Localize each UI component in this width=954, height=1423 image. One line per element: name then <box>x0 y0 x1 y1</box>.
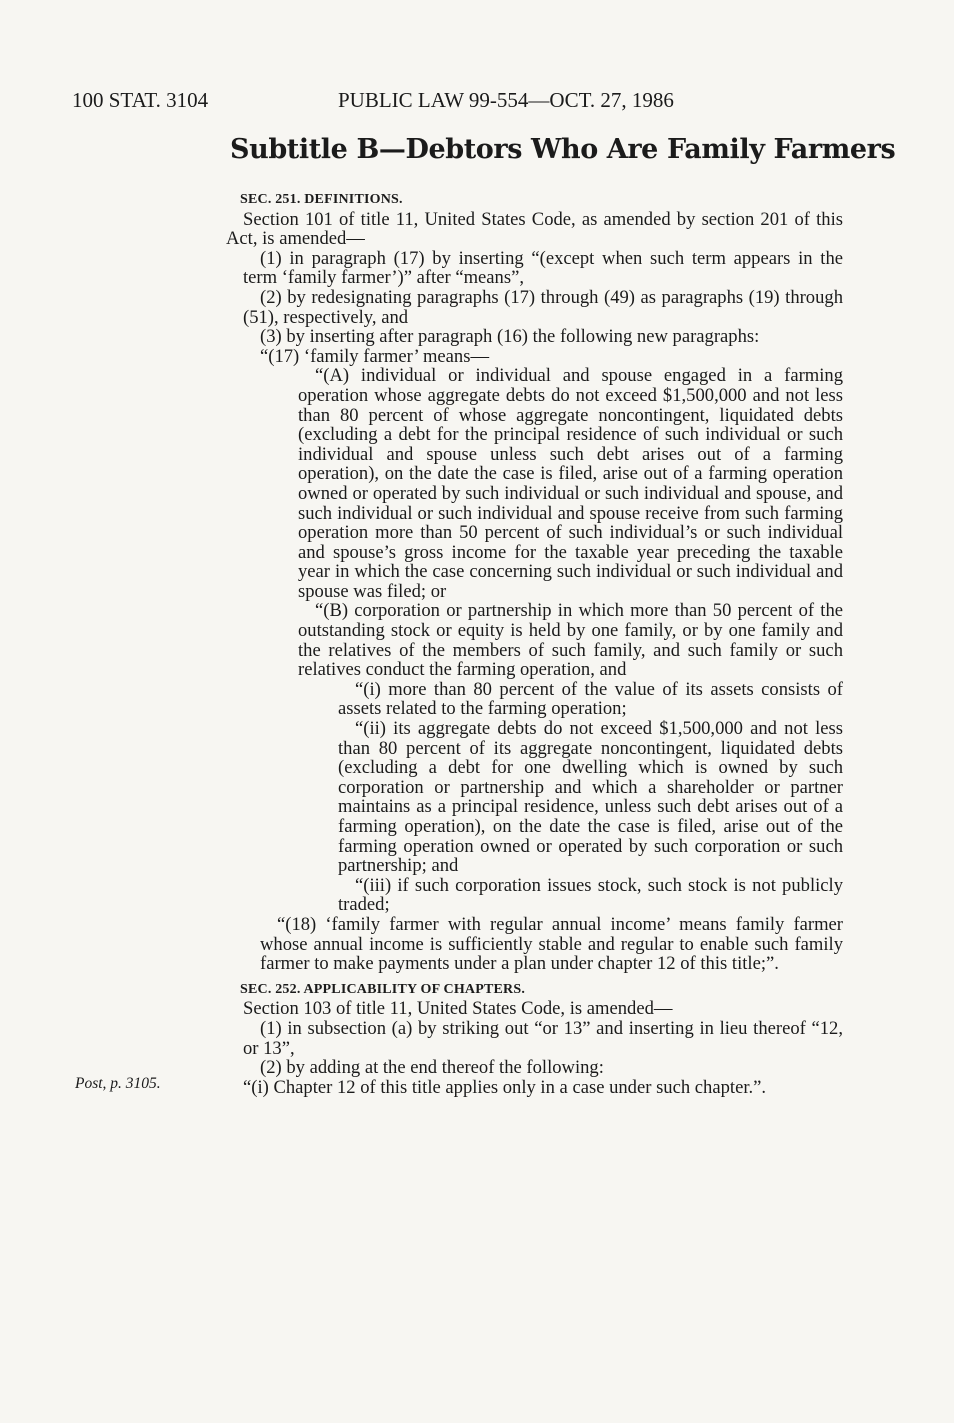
section-252-intro: Section 103 of title 11, United States Code, is amended— <box>243 998 673 1020</box>
body-text <box>226 190 843 1098</box>
paragraph-17-A: “(A) individual or individual and spouse engaged in a farming operation whose aggregate debts do not exceed $1,500,000 and not less than 80 percent of whose aggregate noncontingent, liquidated debts (excluding a debt for the principal residence of such individual or such individual and spouse unless such debt arises out of a farming operation), on the date the case is filed, arise out of a farming operation owned or operated by such individual or such individual and spouse, and such individual or such individual and spouse receive from such farming operation more than 50 percent of such individual’s or such individual and spouse’s gross income for the taxable year preceding the taxable year in which the case concerning such individual or such individual and spouse was filed; or <box>298 365 843 602</box>
section-251-heading: SEC. 251. DEFINITIONS. <box>240 192 403 207</box>
margin-note <box>75 1075 161 1093</box>
section-252-item-2: (2) by adding at the end thereof the following: <box>260 1057 604 1079</box>
section-252-quote: “(i) Chapter 12 of this title applies only in a case under such chapter.”. <box>243 1076 767 1098</box>
paragraph-17-B: “(B) corporation or partnership in which more than 50 percent of the outstanding stock or equity is held by one family, or by one family and the relatives of the members of such family, and such family or such relatives conduct the farming operation, and <box>298 600 843 681</box>
margin-note-text: Post, p. 3105. <box>75 1075 161 1092</box>
paragraph-18: “(18) ‘family farmer with regular annual income’ means family farmer whose annual income is sufficiently stable and regular to enable such family farmer to make payments under a plan under chapter 12 of this title;”. <box>260 913 843 975</box>
stat-page-number: 100 STAT. 3104 <box>72 88 209 112</box>
law-and-date: PUBLIC LAW 99-554—OCT. 27, 1986 <box>338 88 674 112</box>
paragraph-17-B-i: “(i) more than 80 percent of the value of its assets consists of assets related to the farming operation; <box>338 678 843 720</box>
section-252-heading: SEC. 252. APPLICABILITY OF CHAPTERS. <box>240 981 526 997</box>
paragraph-17-B-iii: “(iii) if such corporation issues stock, such stock is not publicly traded; <box>338 874 843 916</box>
section-251-item-3: (3) by inserting after paragraph (16) the following new paragraphs: <box>260 326 760 348</box>
section-251-intro: Section 101 of title 11, United States Code, as amended by section 201 of this Act, is amended— <box>226 208 843 250</box>
paragraph-17-B-ii: “(ii) its aggregate debts do not exceed $1,500,000 and not less than 80 percent of its aggregate noncontingent, liquidated debts (excluding a debt for one dwelling which is owned by such corporation or partnership and which a shareholder or partner maintains as a principal residence, unless such debt arises out of a farming operation), on the date the case is filed, arise out of the farming operation owned or operated by such corporation or such partnership; and <box>338 718 843 877</box>
section-252-item-1: (1) in subsection (a) by striking out “or 13” and inserting in lieu thereof “12, or 13”, <box>243 1017 843 1059</box>
subtitle-heading: Subtitle B—Debtors Who Are Family Farmers <box>230 134 896 165</box>
page-header <box>72 88 894 118</box>
section-251-item-2: (2) by redesignating paragraphs (17) through (49) as paragraphs (19) through (51), respectively, and <box>243 286 843 328</box>
section-251-item-1: (1) in paragraph (17) by inserting “(except when such term appears in the term ‘family farmer’)” after “means”, <box>243 247 843 289</box>
paragraph-17-lead: “(17) ‘family farmer’ means— <box>260 345 490 367</box>
